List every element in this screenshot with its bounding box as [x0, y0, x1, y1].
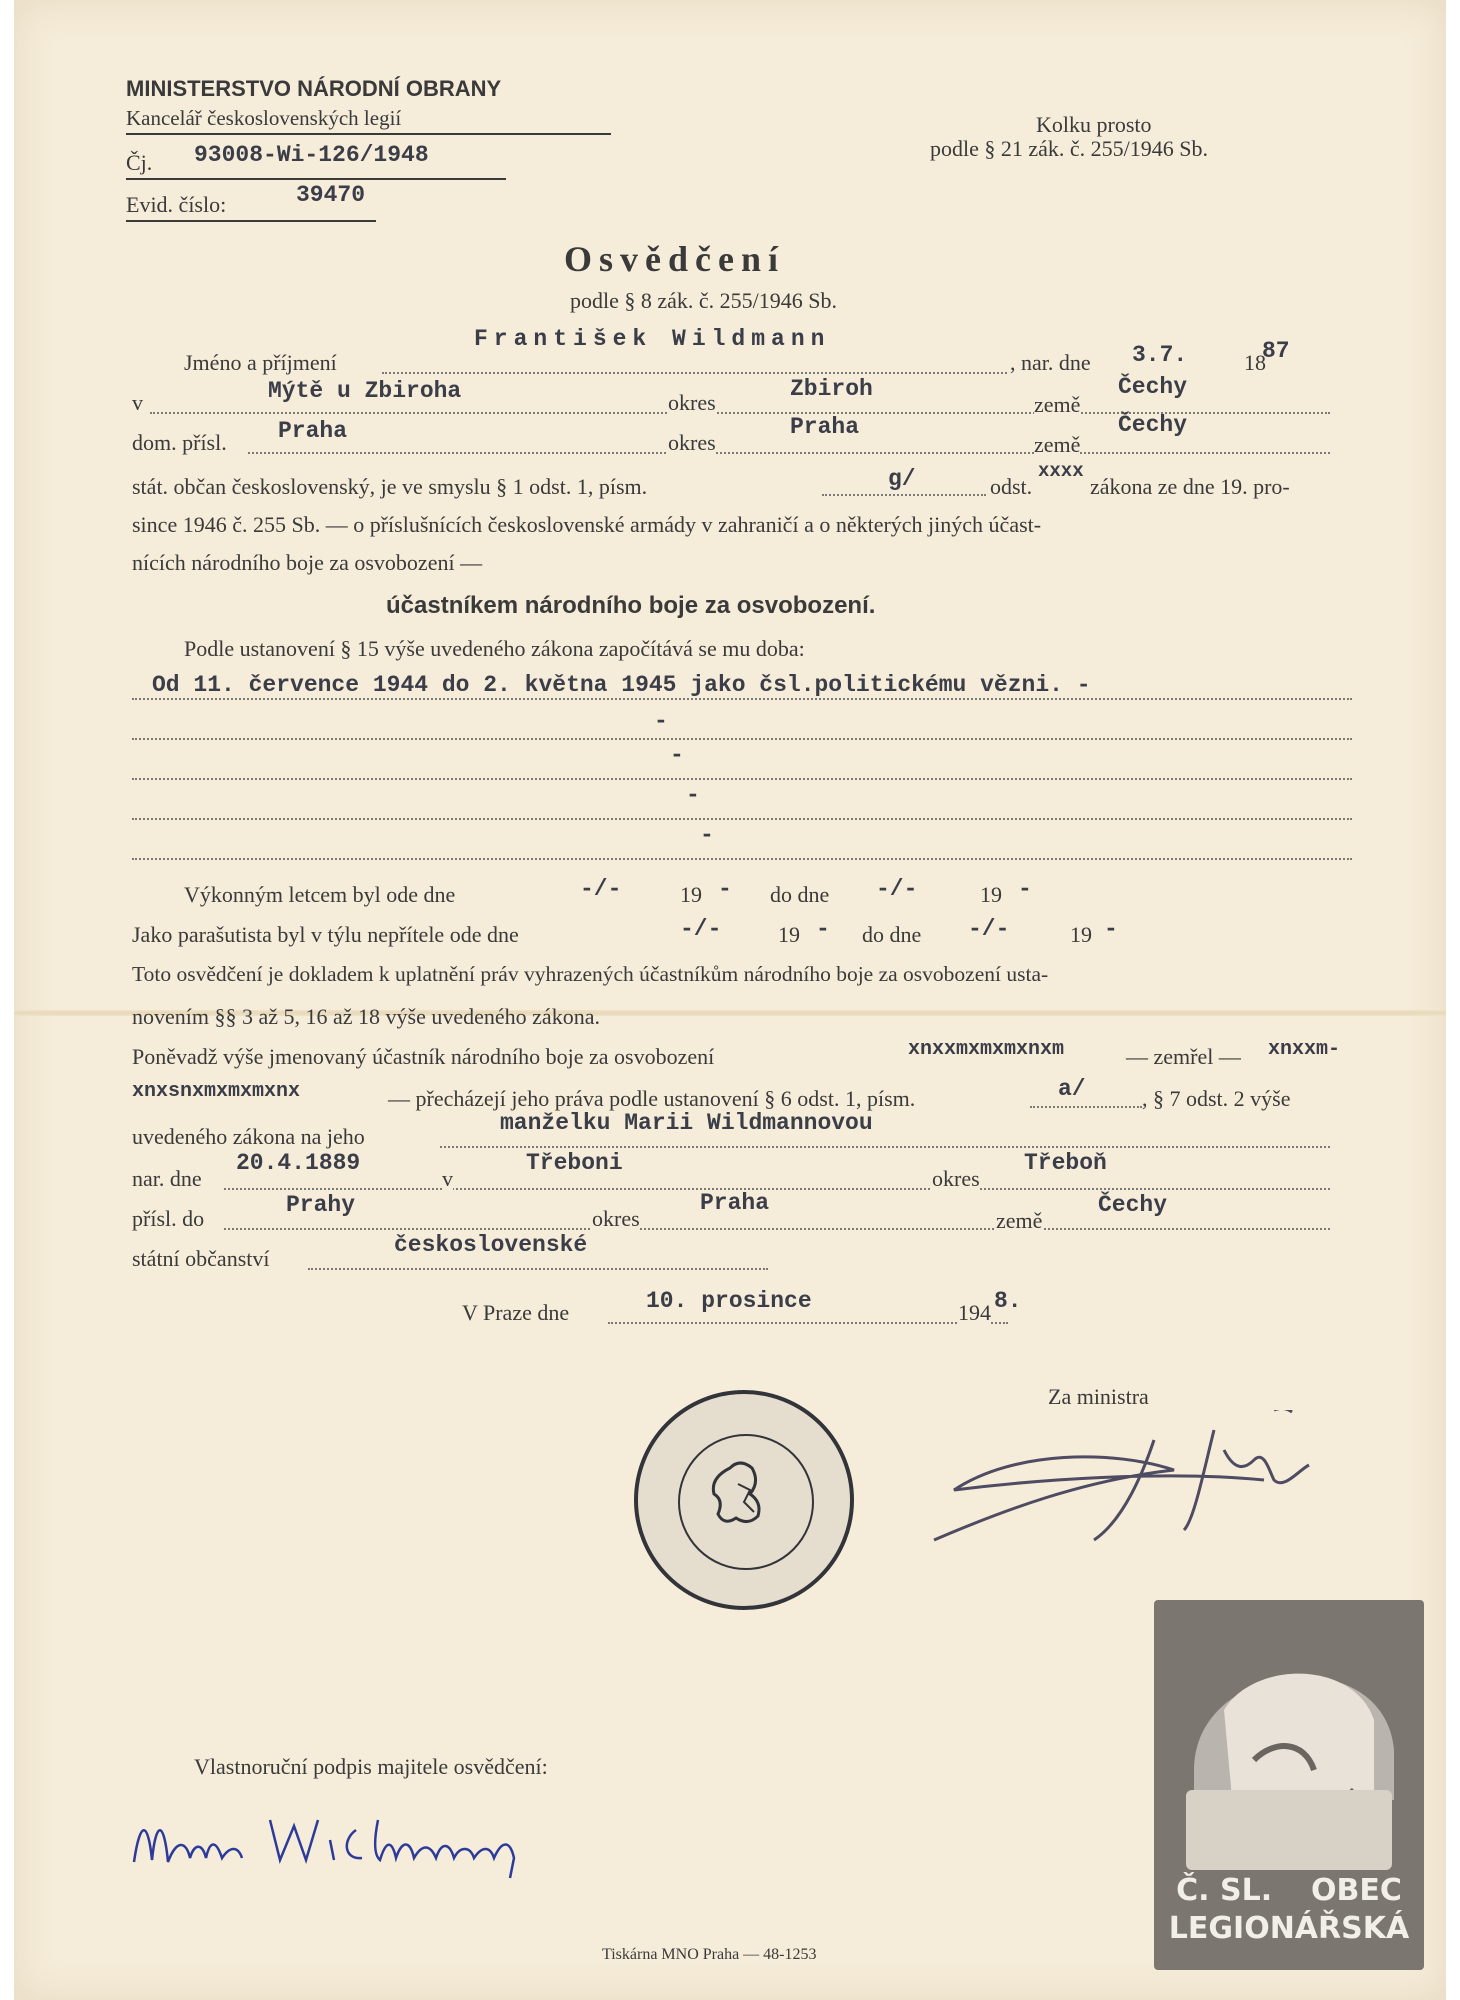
- rights-line3: Poněvadž výše jmenovaný účastník národního boje za osvobození: [132, 1044, 715, 1069]
- heir-okres-label: okres: [932, 1166, 980, 1191]
- status-heading: účastníkem národního boje za osvobození.: [386, 592, 876, 619]
- document-page: [14, 0, 1446, 2000]
- flyer-to: -/-: [876, 876, 918, 902]
- rights-line4a: — přecházejí jeho práva podle ustanovení § 6 odst. 1, písm.: [388, 1086, 916, 1111]
- v-label: v: [132, 390, 143, 415]
- logo-line3: LEGIONÁŘSKÁ: [1168, 1911, 1410, 1946]
- evid-label: Evid. číslo:: [126, 192, 227, 217]
- para-from-year: -: [816, 916, 830, 942]
- law-line1a: stát. občan československý, je ve smyslu § 1 odst. 1, písm.: [132, 474, 648, 499]
- para-to-year: -: [1104, 916, 1118, 942]
- logo-shields: [1186, 1790, 1392, 1870]
- period-dots-1: [132, 698, 1352, 700]
- para-to-label: do dne: [862, 922, 922, 947]
- minister-label: Za ministra: [1048, 1384, 1149, 1409]
- period-dash-3: -: [686, 782, 700, 808]
- flyer-year-prefix: 19: [680, 882, 702, 907]
- heir-citizen-label: státní občanství: [132, 1246, 270, 1271]
- period-dots-3: [132, 778, 1352, 780]
- owner-signature: [130, 1800, 650, 1890]
- rights-line4b: , § 7 odst. 2 výše: [1142, 1086, 1291, 1111]
- heir-prisl-okres: Praha: [700, 1190, 770, 1216]
- heir-born: 20.4.1889: [236, 1150, 361, 1176]
- header-rule: [126, 133, 611, 135]
- legion-logo: [1154, 1600, 1424, 1970]
- law-line1c: zákona ze dne 19. pro-: [1090, 474, 1290, 499]
- pism-dots: [822, 494, 986, 496]
- official-stamp: [634, 1390, 854, 1610]
- dom-zeme-value: Čechy: [1118, 412, 1188, 438]
- document-title: Osvědčení: [564, 239, 785, 279]
- issue-year-prefix: 194: [958, 1300, 991, 1325]
- evid-value: 39470: [296, 182, 366, 208]
- flyer-to-year-prefix: 19: [980, 882, 1002, 907]
- document-subtitle: podle § 8 zák. č. 255/1946 Sb.: [570, 288, 838, 313]
- heir-citizen-dots: [308, 1268, 768, 1270]
- born-year-suffix: 87: [1262, 338, 1290, 364]
- pism2-value: a/: [1058, 1076, 1086, 1102]
- born-label: , nar. dne: [1010, 350, 1091, 375]
- dom-okres-label: okres: [668, 430, 716, 455]
- name-dots: [382, 372, 1007, 374]
- zeme-value: Čechy: [1118, 374, 1188, 400]
- period-dots-2: [132, 738, 1352, 740]
- pism-value: g/: [888, 466, 916, 492]
- stamp-free-line1: Kolku prosto: [1036, 112, 1152, 137]
- para-from: -/-: [680, 916, 722, 942]
- heir-prisl-dots: [224, 1228, 1330, 1230]
- logo-text: [1154, 1872, 1424, 1948]
- heir-prisl-label: přísl. do: [132, 1206, 205, 1231]
- flyer-label: Výkonným letcem byl ode dne: [184, 882, 456, 907]
- struck-text-2: xnxxm-: [1268, 1038, 1341, 1061]
- rights-line5: uvedeného zákona na jeho: [132, 1124, 365, 1149]
- para-to: -/-: [968, 916, 1010, 942]
- period-intro: Podle ustanovení § 15 výše uvedeného zákona započítává se mu doba:: [184, 636, 805, 661]
- heir-prisl-okres-label: okres: [592, 1206, 640, 1231]
- heir-place: Třeboni: [526, 1150, 623, 1176]
- period-dash-1: -: [654, 708, 668, 734]
- heir-dots: [440, 1146, 1330, 1148]
- logo-line2: OBEC: [1311, 1873, 1402, 1908]
- period-line1: Od 11. července 1944 do 2. května 1945 jako čsl.politickému vězni. -: [152, 672, 1091, 698]
- period-dash-4: -: [700, 822, 714, 848]
- heir-prisl: Prahy: [286, 1192, 356, 1218]
- flyer-from-year: -: [718, 876, 732, 902]
- owner-signature-label: Vlastnoruční podpis majitele osvědčení:: [194, 1754, 548, 1779]
- para-label: Jako parašutista byl v týlu nepřítele ode dne: [132, 922, 519, 947]
- period-dots-4: [132, 818, 1352, 820]
- heir-born-dots: [224, 1188, 1330, 1190]
- issue-year-suffix: 8.: [994, 1288, 1022, 1314]
- evid-rule: [126, 220, 376, 222]
- holder-name: František Wildmann: [474, 326, 831, 352]
- flyer-to-label: do dne: [770, 882, 830, 907]
- heir-v-label: v: [442, 1166, 453, 1191]
- dom-label: dom. přísl.: [132, 430, 227, 455]
- issue-date: 10. prosince: [646, 1288, 812, 1314]
- heir-zeme-label: země: [996, 1208, 1043, 1233]
- date-dots: [608, 1322, 1008, 1324]
- stamp-free-line2: podle § 21 zák. č. 255/1946 Sb.: [930, 136, 1209, 161]
- rights-line1: Toto osvědčení je dokladem k uplatnění práv vyhrazených účastníkům národního boje za osvobození usta-: [132, 962, 1049, 986]
- born-year-prefix: 18: [1244, 350, 1266, 375]
- dom-value: Praha: [278, 418, 348, 444]
- minister-signature: [914, 1410, 1394, 1570]
- para-to-year-prefix: 19: [1070, 922, 1092, 947]
- okres-label: okres: [668, 390, 716, 415]
- ministry-heading: MINISTERSTVO NÁRODNÍ OBRANY: [126, 76, 502, 101]
- logo-line1: Č. SL.: [1176, 1873, 1273, 1908]
- zemrel-text: — zemřel —: [1126, 1044, 1241, 1069]
- odst-value: xxxx: [1038, 460, 1084, 482]
- office-name: Kancelář československých legií: [126, 106, 402, 130]
- place-label: V Praze dne: [462, 1300, 570, 1325]
- cj-rule: [126, 178, 506, 180]
- flyer-from: -/-: [580, 876, 622, 902]
- period-dots-5: [132, 858, 1352, 860]
- heir-citizen: československé: [394, 1232, 588, 1258]
- law-line1b: odst.: [990, 474, 1033, 499]
- rights-line2: novením §§ 3 až 5, 16 až 18 výše uvedeného zákona.: [132, 1004, 600, 1029]
- heir-born-label: nar. dne: [132, 1166, 202, 1191]
- period-dash-2: -: [670, 742, 684, 768]
- zeme-label: země: [1034, 392, 1081, 417]
- struck-text-3: xnxsnxmxmxmxnx: [132, 1080, 301, 1103]
- heir-okres: Třeboň: [1024, 1150, 1107, 1176]
- stamp-emblem: [634, 1390, 854, 1610]
- pism2-dots: [1030, 1106, 1142, 1108]
- birthplace: Mýtě u Zbiroha: [268, 378, 462, 404]
- cj-label: Čj.: [126, 150, 153, 175]
- heir-name: manželku Marii Wildmannovou: [500, 1110, 873, 1136]
- born-day: 3.7.: [1132, 342, 1188, 368]
- name-label: Jméno a příjmení: [184, 350, 337, 375]
- dom-okres-value: Praha: [790, 414, 860, 440]
- heir-zeme: Čechy: [1098, 1192, 1168, 1218]
- printer-note: Tiskárna MNO Praha — 48-1253: [602, 1946, 817, 1963]
- dom-dots: [248, 452, 1330, 454]
- dom-zeme-label: země: [1034, 432, 1081, 457]
- law-line3: nících národního boje za osvobození —: [132, 550, 483, 575]
- okres-value: Zbiroh: [790, 376, 873, 402]
- struck-text-1: xnxxmxmxmxnxm: [908, 1038, 1065, 1061]
- cj-value: 93008-Wi-126/1948: [194, 142, 429, 168]
- para-year-prefix: 19: [778, 922, 800, 947]
- law-line2: since 1946 č. 255 Sb. — o příslušnících československé armády v zahraničí a o některých jiných účast-: [132, 512, 1042, 537]
- flyer-to-year: -: [1018, 876, 1032, 902]
